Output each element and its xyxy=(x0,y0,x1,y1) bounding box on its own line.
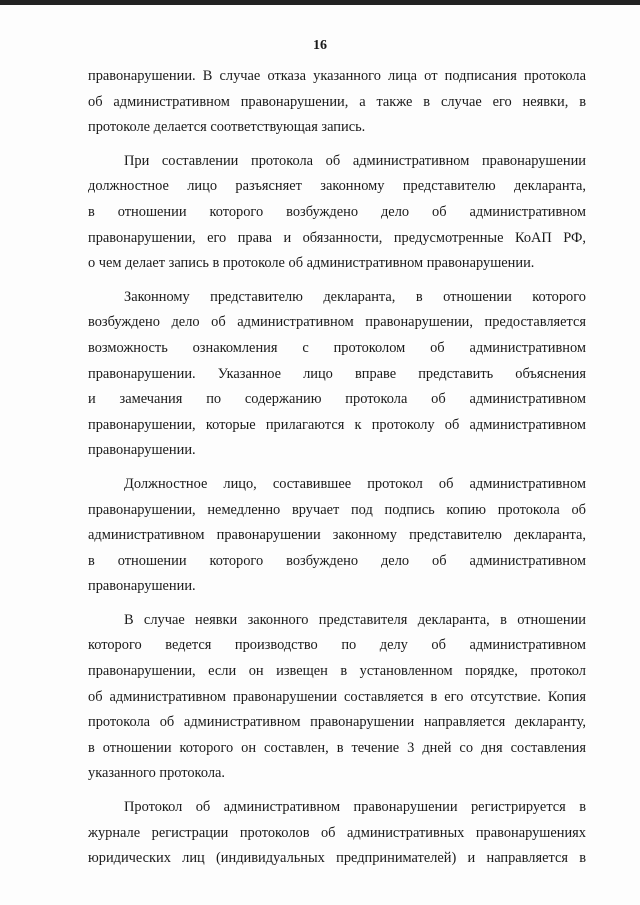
text-line: Должностное лицо, составившее протокол об административном xyxy=(124,475,586,492)
document-body xyxy=(88,64,586,872)
text-line: В случае неявки законного представителя декларанта, в отношении xyxy=(124,611,586,628)
text-line: Протокол об административном правонарушении регистрируется в xyxy=(124,799,586,816)
text-line: правонарушении. В случае отказа указанного лица от подписания протокола xyxy=(88,68,586,84)
text-line: правонарушении, немедленно вручает под подпись копию протокола об xyxy=(88,501,586,518)
text-line: в отношении которого он составлен, в течение 3 дней со дня составления xyxy=(88,739,586,756)
text-line: правонарушении. xyxy=(88,442,196,459)
text-line: правонарушении, которые прилагаются к протоколу об административном xyxy=(88,416,586,433)
paragraph-5 xyxy=(88,608,586,787)
text-line: возбуждено дело об административном правонарушении, предоставляется xyxy=(88,314,586,331)
paragraph-4 xyxy=(88,472,586,600)
text-line: правонарушении, его права и обязанности, предусмотренные КоАП РФ, xyxy=(88,229,586,246)
text-line: возможность ознакомления с протоколом об административном xyxy=(88,339,586,356)
text-line: о чем делает запись в протоколе об административном правонарушении. xyxy=(88,255,535,272)
text-line: правонарушении. Указанное лицо вправе представить объяснения xyxy=(88,365,586,382)
text-line: протокола об административном правонарушении направляется декларанту, xyxy=(88,714,586,731)
scan-top-border xyxy=(0,0,640,5)
paragraph-2 xyxy=(88,149,586,277)
text-line: правонарушении. xyxy=(88,578,196,595)
text-line: об административном правонарушении, а также в случае его неявки, в xyxy=(88,93,586,110)
paragraph-6 xyxy=(88,795,586,872)
paragraph-1 xyxy=(88,64,586,141)
text-line: журнале регистрации протоколов об административных правонарушениях xyxy=(88,824,586,841)
page-number: 16 xyxy=(313,38,327,53)
text-line: об административном правонарушении составляется в его отсутствие. Копия xyxy=(88,688,586,705)
text-line: и замечания по содержанию протокола об административном xyxy=(88,391,586,408)
text-line: в отношении которого возбуждено дело об административном xyxy=(88,203,586,220)
text-line: указанного протокола. xyxy=(88,765,225,782)
text-line: должностное лицо разъясняет законному представителю декларанта, xyxy=(88,178,586,195)
text-line: в отношении которого возбуждено дело об административном xyxy=(88,552,586,569)
text-line: административном правонарушении законному представителю декларанта, xyxy=(88,527,586,544)
text-line: При составлении протокола об административном правонарушении xyxy=(124,152,586,169)
text-line: Законному представителю декларанта, в отношении которого xyxy=(124,288,586,305)
text-line: правонарушении, если он извещен в установленном порядке, протокол xyxy=(88,663,586,680)
text-line: протоколе делается соответствующая запись. xyxy=(88,119,366,136)
text-line: юридических лиц (индивидуальных предпринимателей) и направляется в xyxy=(88,850,586,867)
paragraph-3 xyxy=(88,285,586,464)
text-line: которого ведется производство по делу об административном xyxy=(88,637,586,654)
